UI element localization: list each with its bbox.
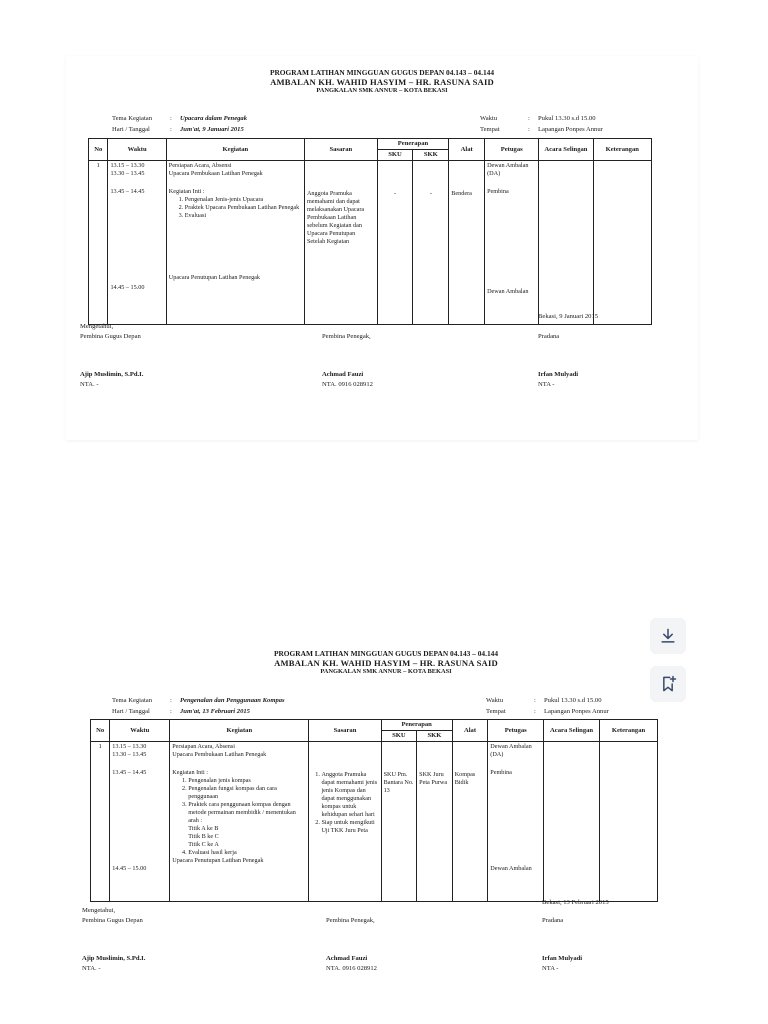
role-2: Pembina Penegak, — [322, 333, 371, 340]
activity-item: 2. Praktek Upacara Pembukaan Latihan Penegak — [185, 204, 302, 212]
sub-item: Titik A ke B — [188, 825, 219, 832]
petugas-3: Dewan Ambalan — [490, 865, 532, 872]
tempat-value: Lapangan Ponpes Annur — [544, 707, 609, 715]
col-sku: SKU — [381, 731, 417, 742]
name-1: Ajip Muslimin, S.Pd.I. — [80, 371, 144, 378]
page-header — [66, 650, 706, 676]
name-2: Achmad Fauzi — [322, 371, 364, 378]
col-waktu: Waktu — [110, 720, 170, 742]
table-row — [89, 161, 652, 325]
alat-value: Bendera — [451, 190, 472, 197]
header-line-3: PANGKALAN SMK ANNUR – KOTA BEKASI — [320, 668, 452, 676]
nta-1: NTA. - — [82, 965, 101, 972]
mengetahui: Mengetahui, — [82, 907, 116, 914]
activity-3: Kegiatan Inti : — [172, 769, 208, 776]
alat-value: Kompas Bidik — [454, 771, 476, 786]
waktu-value: Pukul 13.30 s.d 15.00 — [538, 115, 596, 122]
activity-1: Persiapan Acara, Absensi — [172, 743, 235, 750]
row-keterangan — [593, 161, 651, 325]
info-right: Waktu : Pukul 13.30 s.d 15.00 Tempat : Lapangan Ponpes Annur — [480, 114, 603, 135]
activity-item: 2. Pengenalan fungsi kompas dan cara penggunaan — [188, 785, 306, 801]
col-waktu: Waktu — [108, 139, 166, 161]
petugas-2: Pembina — [487, 188, 509, 195]
tema-label: Tema Kegiatan — [112, 697, 152, 704]
row-sasaran — [309, 742, 381, 902]
nta-3: NTA - — [538, 381, 555, 388]
petugas-1: Dewan Ambalan (DA) — [490, 743, 532, 758]
waktu-label: Waktu — [480, 115, 498, 122]
header-line-1: PROGRAM LATIHAN MINGGUAN GUGUS DEPAN 04.143 – 04.144 — [273, 649, 499, 658]
sasaran-item: 1. Anggota Pramuka dapat memahami jenis jenis Kompas dan dapat menggunakan kompas untuk kehidupan sehari hari — [321, 771, 378, 819]
signature-block-1 — [80, 322, 143, 390]
skk-value: SKK Juru Peta Purwa — [419, 771, 448, 786]
signature-block-3 — [542, 916, 582, 974]
header-line-2: AMBALAN KH. WAHID HASYIM – HR. RASUNA SAID — [274, 657, 498, 668]
col-keterangan: Keterangan — [600, 720, 658, 742]
info-left: Tema Kegiatan : Pengenalan dan Penggunaan Kompas Hari / Tanggal : Jum'at, 13 Februari 2015 — [112, 696, 285, 717]
signature-block-3 — [538, 332, 578, 390]
signature-block-2 — [322, 332, 373, 390]
sasaran-item: 2. Siap untuk mengikuti Uji TKK Juru Peta — [321, 819, 378, 835]
activity-item — [188, 801, 306, 849]
nta-3: NTA - — [542, 965, 559, 972]
activity-1: Persiapan Acara, Absensi — [168, 162, 232, 169]
col-acara: Acara Selingan — [544, 720, 600, 742]
col-keterangan: Keterangan — [593, 139, 651, 161]
hari-label: Hari / Tanggal — [112, 707, 150, 715]
name-3: Irfan Mulyadi — [542, 955, 583, 962]
col-acara: Acara Selingan — [539, 139, 593, 161]
tema-value: Upacara dalam Penegak — [180, 115, 248, 122]
header-line-1: PROGRAM LATIHAN MINGGUAN GUGUS DEPAN 04.143 – 04.144 — [269, 68, 495, 77]
col-kegiatan: Kegiatan — [170, 720, 309, 742]
download-button[interactable] — [650, 618, 686, 654]
petugas-3: Dewan Ambalan — [487, 288, 529, 295]
row-no: 1 — [91, 742, 110, 902]
activity-item-text: Praktek cara penggunaan kompas dengan metode permainan membidik / menentukan arah : — [188, 801, 296, 824]
row-no: 1 — [89, 161, 108, 325]
petugas-2: Pembina — [490, 769, 512, 776]
header-line-2: AMBALAN KH. WAHID HASYIM – HR. RASUNA SAID — [270, 76, 494, 87]
signature-block-1 — [82, 906, 145, 974]
col-petugas: Petugas — [485, 139, 539, 161]
sasaran-text: Anggota Pramuka memahami dan dapat melaksanakan Upacara Pembukaan Latihan sebelum Kegiatan dan Upacara Penutupan Setelah Kegiatan — [306, 190, 365, 245]
waktu-value: Pukul 13.30 s.d 15.00 — [544, 697, 602, 704]
time-1: 13.15 – 13.30 — [112, 743, 147, 750]
col-sasaran: Sasaran — [309, 720, 381, 742]
time-3: 13.45 – 14.45 — [110, 188, 145, 195]
col-alat: Alat — [452, 720, 488, 742]
col-penerapan: Penerapan — [377, 139, 449, 150]
page-header — [66, 69, 698, 95]
row-kegiatan — [170, 742, 309, 902]
info-right: Waktu : Pukul 13.30 s.d 15.00 Tempat : Lapangan Ponpes Annur — [486, 696, 609, 717]
tempat-value: Lapangan Ponpes Annur — [538, 125, 603, 133]
row-acara — [539, 161, 593, 325]
hari-label: Hari / Tanggal — [112, 125, 150, 133]
time-1: 13.15 – 13.30 — [110, 162, 145, 169]
activity-item: 1. Pengenalan jenis kompas — [188, 777, 306, 785]
activity-item: 4. Evaluasi hasil kerja — [188, 849, 306, 857]
save-bookmark-button[interactable] — [650, 666, 686, 702]
activity-3: Kegiatan Inti : — [168, 188, 205, 195]
place-date: Bekasi, 9 Januari 2015 — [538, 313, 599, 320]
row-acara — [544, 742, 600, 902]
activity-2: Upacara Pembukaan Latihan Penegak — [172, 751, 267, 758]
row-petugas — [488, 742, 544, 902]
skk-value: - — [429, 190, 432, 197]
name-3: Irfan Mulyadi — [538, 371, 579, 378]
download-icon — [658, 626, 678, 646]
name-2: Achmad Fauzi — [326, 955, 368, 962]
hari-value: Jum'at, 13 Februari 2015 — [180, 707, 250, 715]
activity-item: 3. Evaluasi — [185, 212, 302, 220]
row-sasaran — [304, 161, 377, 325]
mengetahui: Mengetahui, — [80, 323, 114, 330]
row-sku — [381, 742, 417, 902]
name-1: Ajip Muslimin, S.Pd.I. — [82, 955, 146, 962]
time-2: 13.30 – 13.45 — [110, 170, 145, 177]
col-no: No — [91, 720, 110, 742]
activity-2: Upacara Pembukaan Latihan Penegak — [168, 170, 263, 177]
role-3: Pradana — [542, 917, 564, 924]
activity-4: Upacara Penutupan Latihan Penegak — [168, 274, 261, 281]
waktu-label: Waktu — [486, 697, 504, 704]
document-page-2 — [66, 636, 698, 1024]
header-line-3: PANGKALAN SMK ANNUR – KOTA BEKASI — [316, 87, 448, 95]
info-left: Tema Kegiatan : Upacara dalam Penegak Hari / Tanggal : Jum'at, 9 Januari 2015 — [112, 114, 247, 135]
tema-value: Pengenalan dan Penggunaan Kompas — [180, 697, 285, 704]
document-page-1 — [66, 56, 698, 440]
signature-block-2 — [326, 916, 377, 974]
tema-label: Tema Kegiatan — [112, 115, 152, 122]
sku-value: SKU Pm. Bantara No. 13 — [383, 771, 414, 794]
time-4: 14.45 – 15.00 — [110, 284, 145, 291]
col-skk: SKK — [417, 731, 453, 742]
row-alat — [452, 742, 488, 902]
row-skk — [413, 161, 449, 325]
row-alat — [449, 161, 485, 325]
hari-value: Jum'at, 9 Januari 2015 — [180, 125, 244, 133]
col-penerapan: Penerapan — [381, 720, 452, 731]
row-waktu — [108, 161, 166, 325]
row-kegiatan — [166, 161, 304, 325]
table-row — [91, 742, 658, 902]
time-4: 14.45 – 15.00 — [112, 865, 147, 872]
row-waktu — [110, 742, 170, 902]
tempat-label: Tempat — [486, 707, 506, 715]
col-sasaran: Sasaran — [304, 139, 377, 161]
nta-2: NTA. 0916 028912 — [326, 965, 377, 972]
row-petugas — [485, 161, 539, 325]
petugas-1: Dewan Ambalan (DA) — [487, 162, 529, 177]
sub-item: Titik B ke C — [188, 833, 219, 840]
time-2: 13.30 – 13.45 — [112, 751, 147, 758]
col-petugas: Petugas — [488, 720, 544, 742]
program-table — [88, 138, 652, 325]
nta-2: NTA. 0916 028912 — [322, 381, 373, 388]
activity-4: Upacara Penutupan Latihan Penegak — [172, 857, 264, 864]
sku-value: - — [394, 190, 397, 197]
activity-item: 1. Pengenalan Jenis-jenis Upacara — [185, 196, 302, 204]
col-sku: SKU — [377, 150, 413, 161]
row-skk — [417, 742, 453, 902]
program-table — [90, 719, 658, 902]
sub-item: Titik C ke A — [188, 841, 219, 848]
place-date: Bekasi, 13 Februari 2015 — [542, 899, 609, 906]
row-sku — [377, 161, 413, 325]
col-kegiatan: Kegiatan — [166, 139, 304, 161]
role-1: Pembina Gugus Depan — [82, 917, 143, 924]
col-skk: SKK — [413, 150, 449, 161]
tempat-label: Tempat — [480, 125, 500, 133]
time-3: 13.45 – 14.45 — [112, 769, 147, 776]
row-keterangan — [600, 742, 658, 902]
role-1: Pembina Gugus Depan — [80, 333, 141, 340]
nta-1: NTA. - — [80, 381, 99, 388]
bookmark-add-icon — [658, 674, 678, 694]
col-alat: Alat — [449, 139, 485, 161]
role-3: Pradana — [538, 333, 560, 340]
role-2: Pembina Penegak, — [326, 917, 375, 924]
col-no: No — [89, 139, 108, 161]
